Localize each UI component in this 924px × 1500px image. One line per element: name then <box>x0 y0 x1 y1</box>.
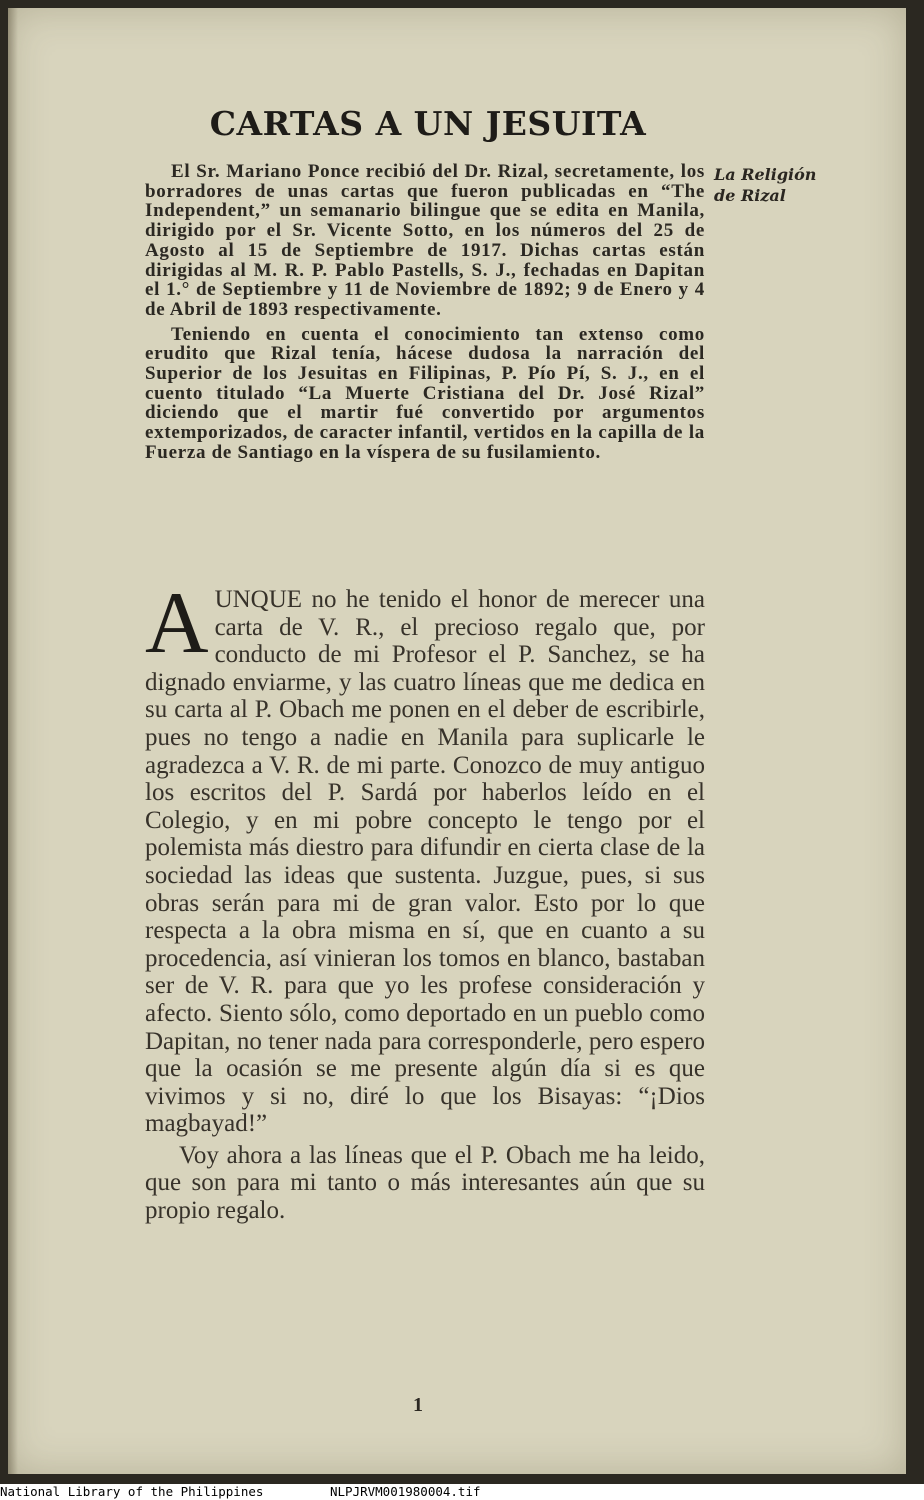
footer-library: National Library of the Philippines <box>0 1484 264 1499</box>
letter-paragraph-1 <box>145 575 705 1138</box>
margin-note-line-2: de Rizal <box>714 186 786 205</box>
intro-section <box>145 162 705 468</box>
binding-shadow <box>8 8 18 1474</box>
drop-cap: A <box>145 575 209 672</box>
margin-note-line-1: La Religión <box>714 165 817 184</box>
intro-paragraph-1: El Sr. Mariano Ponce recibió del Dr. Rizal, secretamente, los borradores de unas cartas que fueron publicadas en “The Independent,” un semanario bilingue que se edita en Manila, dirigido por el Sr. Vicente Sotto, en los números del 25 de Agosto al 15 de Septiembre de 1917. Dichas cartas están dirigidas al M. R. P. Pablo Pastells, S. J., fechadas en Dapitan el 1.° de Septiembre y 11 de Noviembre de 1892; 9 de Enero y 4 de Abril de 1893 respectivamente. <box>145 161 705 320</box>
footer-filename: NLPJRVM001980004.tif <box>330 1484 481 1499</box>
scan-footer <box>0 1484 924 1500</box>
letter-paragraph-1-text: UNQUE no he tenido el honor de merecer una carta de V. R., el precioso regalo que, por conducto de mi Profesor el P. Sanchez, se ha dignado enviarme, y las cuatro líneas que me dedica en su carta al P. Obach me ponen en el deber de escribirle, pues no tengo a nadie en Manila para suplicarle le agradezca a V. R. de mi parte. Conozco de muy antiguo los escritos del P. Sardá por haberlos leído en el Colegio, y en mi pobre concepto le tengo por el polemista más diestro para difundir en cierta clase de la sociedad las ideas que sustenta. Juzgue, pues, si sus obras serán para mi de gran valor. Esto por lo que respecta a la obra misma en sí, que en cuanto a su procedencia, así vinieran los tomos en blanco, bastaban ser de V. R. para que yo les profese consideración y afecto. Siento sólo, como deportado en un pueblo como Dapitan, no tener nada para corresponderle, pero espero que la ocasión se me presente algún día si es que vivimos y si no, diré lo que los Bisayas: “¡Dios magbayad!” <box>145 586 705 1138</box>
letter-paragraph-2: Voy ahora a las líneas que el P. Obach me ha leido, que son para mi tanto o más interesantes aún que su propio regalo. <box>145 1141 705 1225</box>
margin-note <box>714 164 904 206</box>
intro-paragraph-2: Teniendo en cuenta el conocimiento tan extenso como erudito que Rizal tenía, hácese dudosa la narración del Superior de los Jesuitas en Filipinas, P. Pío Pí, S. J., en el cuento titulado “La Muerte Cristiana del Dr. José Rizal” diciendo que el martir fué convertido por argumentos extemporizados, de caracter infantil, vertidos en la capilla de la Fuerza de Santiago en la víspera de su fusilamiento. <box>145 323 705 463</box>
page-number: 1 <box>413 1394 423 1416</box>
page-title: CARTAS A UN JESUITA <box>209 104 647 143</box>
book-page <box>8 8 906 1474</box>
letter-body <box>145 575 705 1225</box>
